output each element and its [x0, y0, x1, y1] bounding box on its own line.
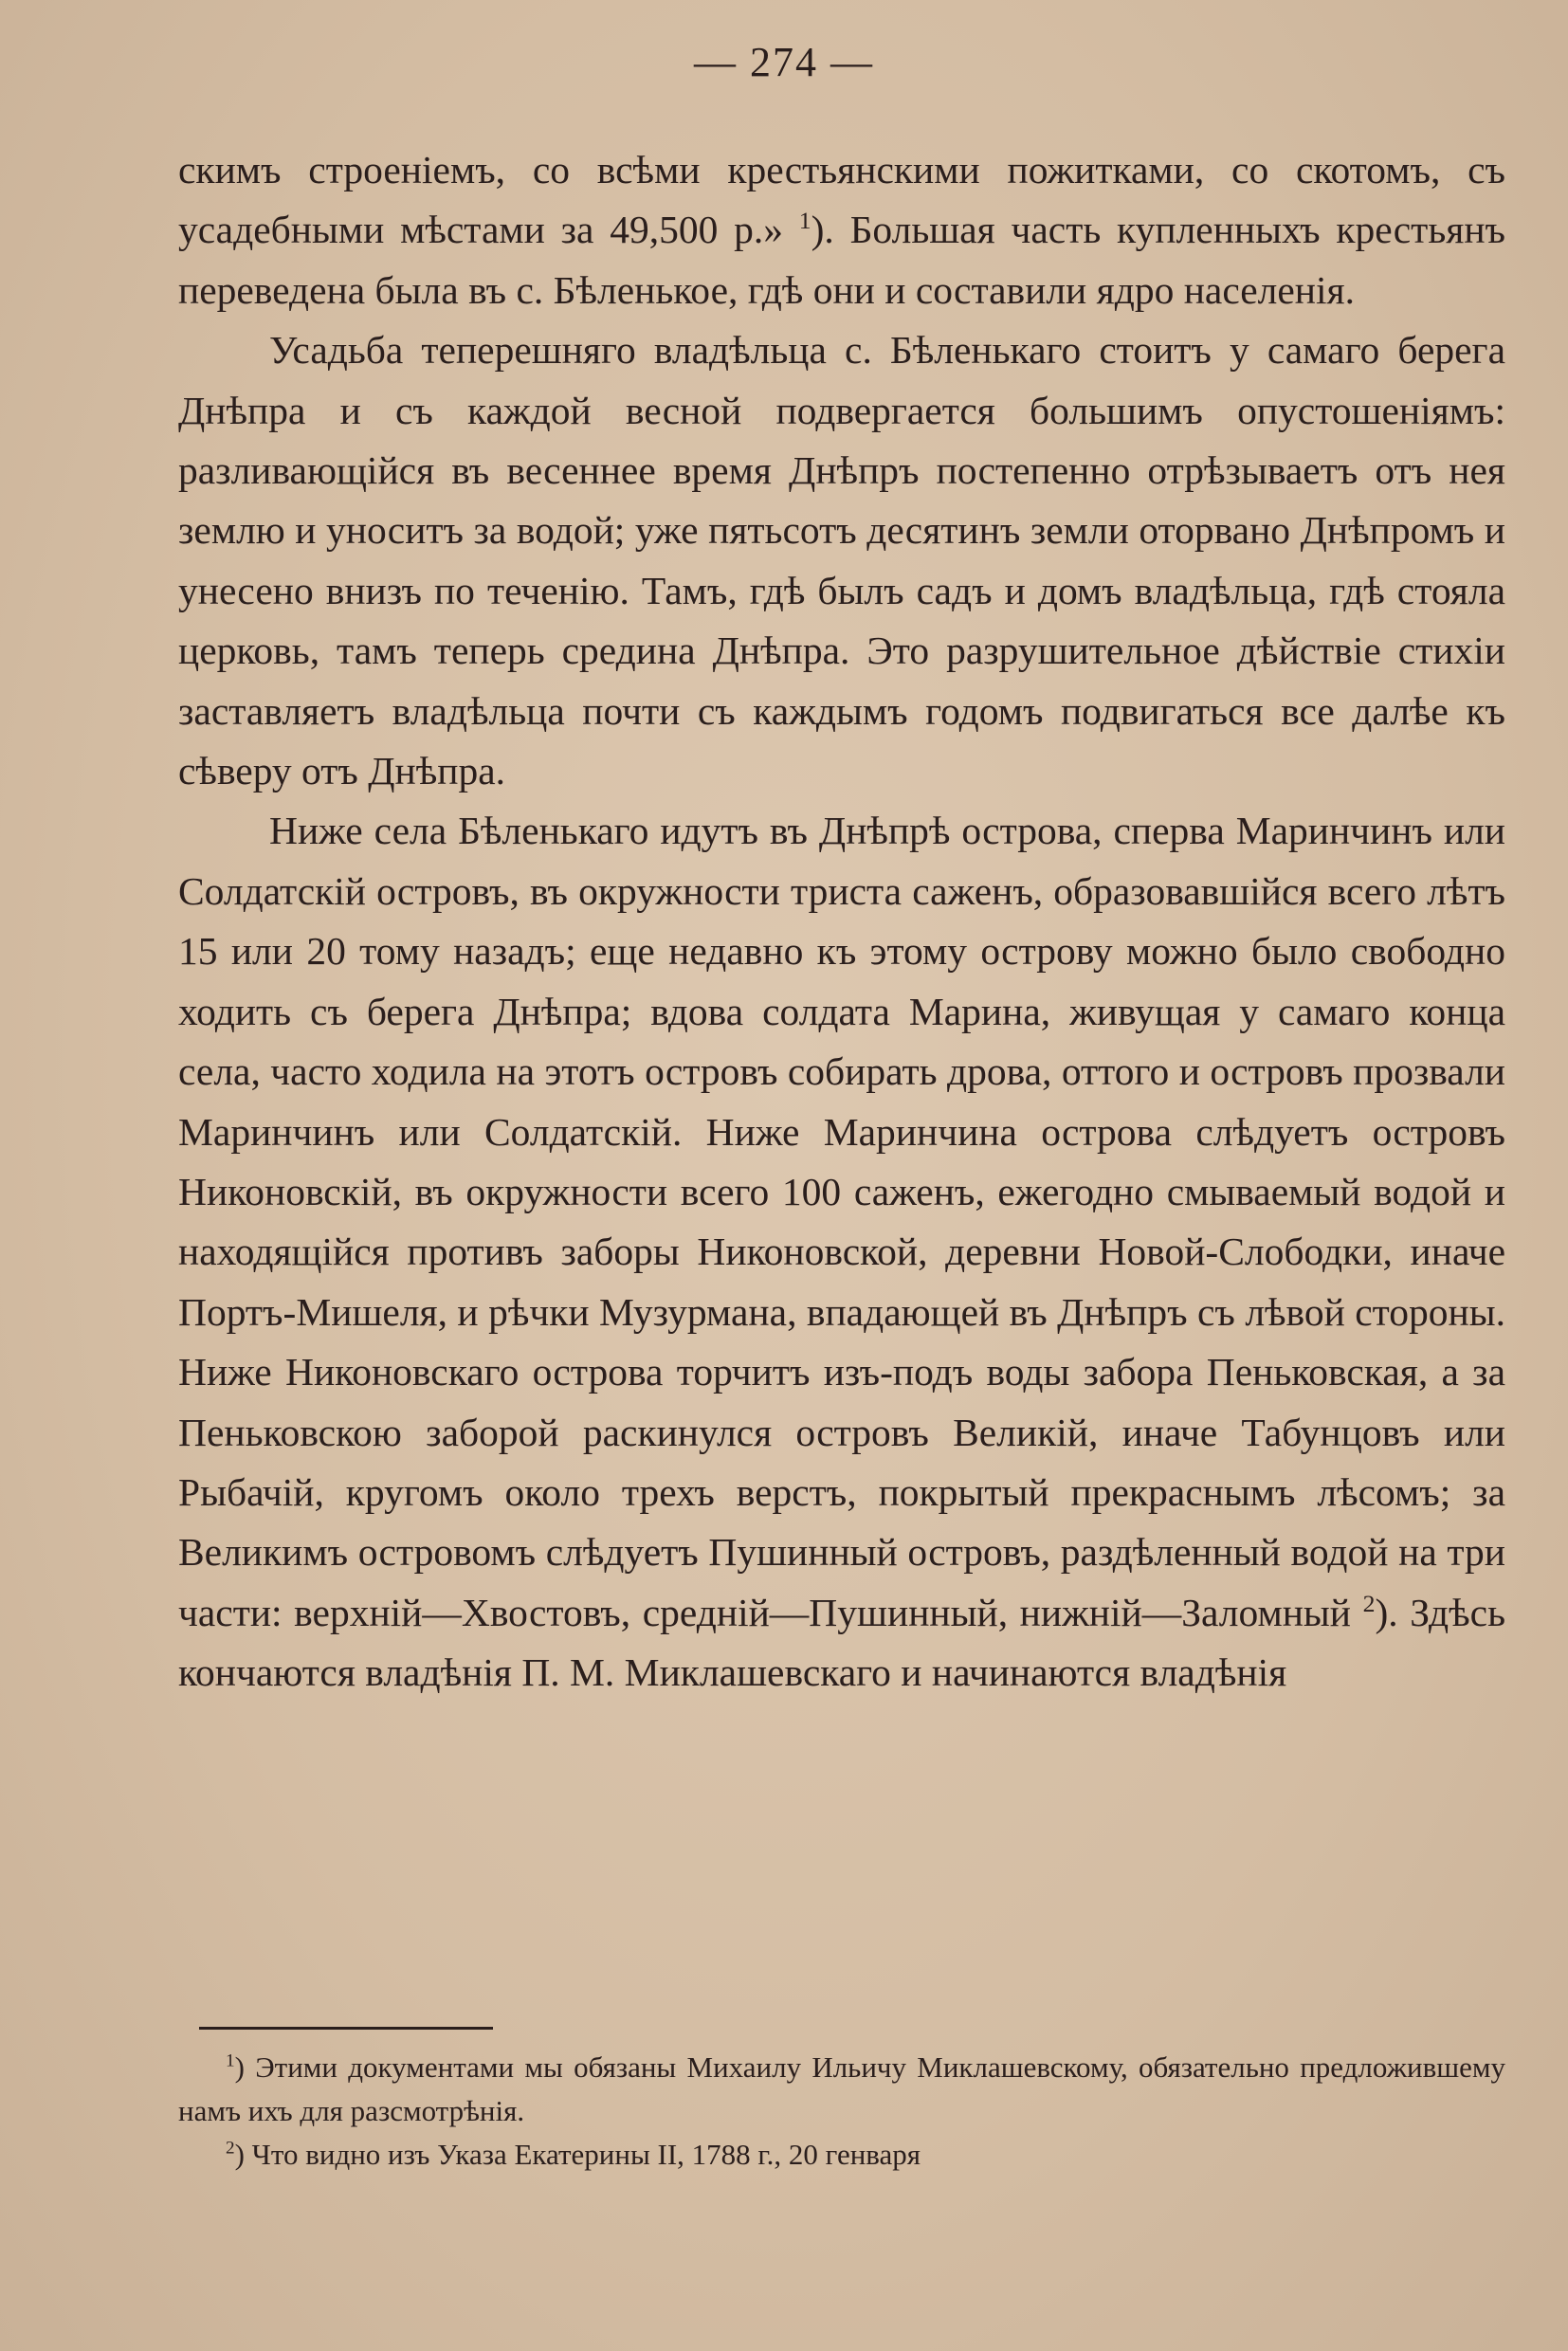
- paragraph-1-text: скимъ строеніемъ, со всѣми крестьянскими пожитками, со скотомъ, съ усадебными мѣстами за 49,500 р.»: [178, 148, 1505, 252]
- paragraph-1-text-after: ). Большая часть купленныхъ крестьянъ переведена была въ с. Бѣленькое, гдѣ они и составили ядро населенія.: [178, 208, 1506, 312]
- footnotes: [178, 2046, 1505, 2177]
- footnote-2-text: ) Что видно изъ Указа Екатерины II, 1788 г., 20 генваря: [234, 2138, 921, 2171]
- footnote-1-mark: 1: [226, 2050, 235, 2071]
- footnote-2: [178, 2133, 1505, 2177]
- footnote-divider: [199, 2027, 493, 2030]
- paragraph-3-text-after: ). Здѣсь кончаются владѣнія П. М. Миклашевскаго и начинаются владѣнія: [178, 1590, 1506, 1695]
- page-number: — 274 —: [694, 39, 874, 85]
- footnote-1: [178, 2046, 1505, 2133]
- paragraph-3-text: Ниже села Бѣленькаго идутъ въ Днѣпрѣ острова, сперва Маринчинъ или Солдатскій островъ, въ окружности триста саженъ, образовавшійся всего лѣтъ 15 или 20 тому назадъ; еще недавно къ этому острову можно было свободно ходить съ берега Днѣпра; вдова солдата Марина, живущая у самаго конца села, часто ходила на этотъ островъ собирать дрова, оттого и островъ прозвали Маринчинъ или Солдатскій. Ниже Маринчина острова слѣдуетъ островъ Никоновскій, въ окружности всего 100 саженъ, ежегодно смываемый водой и находящійся противъ заборы Никоновской, деревни Новой-Слободки, иначе Портъ-Мишеля, и рѣчки Музурмана, впадающей въ Днѣпръ съ лѣвой стороны. Ниже Никоновскаго острова торчитъ изъ-подъ воды забора Пеньковская, а за Пеньковскою заборой раскинулся островъ Великій, иначе Табунцовъ или Рыбачій, кругомъ около трехъ верстъ, покрытый прекраснымъ лѣсомъ; за Великимъ островомъ слѣдуетъ Пушинный островъ, раздѣленный водой на три части: верхній—Хвостовъ, средній—Пушинный, нижній—Заломный: [178, 809, 1505, 1634]
- main-text: [178, 140, 1505, 1704]
- paragraph-1: [178, 140, 1505, 320]
- footnote-ref-2: 2: [1362, 1589, 1376, 1617]
- footnote-ref-1: 1: [798, 207, 811, 235]
- footnote-1-text: ) Этими документами мы обязаны Михаилу Ильичу Миклашевскому, обязательно предложившему намъ ихъ для разсмотрѣнія.: [178, 2050, 1505, 2127]
- footnote-2-mark: 2: [226, 2138, 235, 2159]
- paragraph-3: [178, 801, 1505, 1703]
- paragraph-2: Усадьба теперешняго владѣльца с. Бѣленькаго стоитъ у самаго берега Днѣпра и съ каждой весной подвергается большимъ опустошеніямъ: разливающійся въ весеннее время Днѣпръ постепенно отрѣзываетъ отъ нея землю и уноситъ за водой; уже пятьсотъ десятинъ земли оторвано Днѣпромъ и унесено внизъ по теченію. Тамъ, гдѣ былъ садъ и домъ владѣльца, гдѣ стояла церковь, тамъ теперь средина Днѣпра. Это разрушительное дѣйствіе стихіи заставляетъ владѣльца почти съ каждымъ годомъ подвигаться все далѣе къ сѣверу отъ Днѣпра.: [178, 328, 1505, 793]
